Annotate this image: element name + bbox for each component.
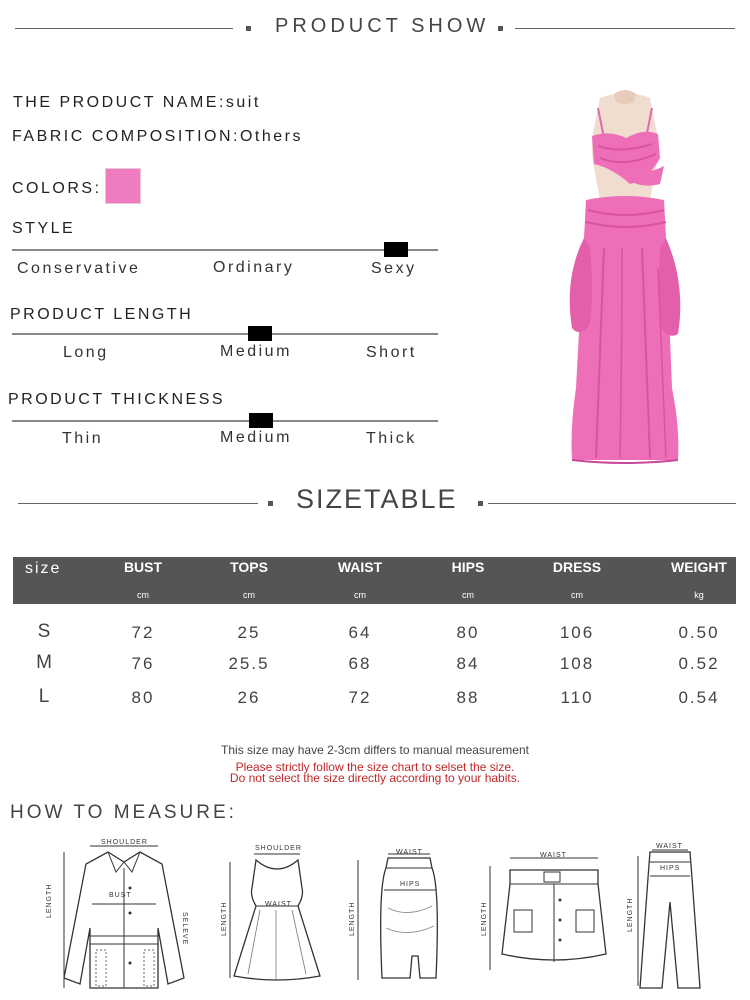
hips-cell: 84	[456, 654, 480, 673]
size-cell: M	[36, 652, 54, 673]
skirt-length-label: LENGTH	[349, 901, 356, 936]
fabric-composition	[12, 128, 303, 146]
tops-column-header: TOPS	[230, 559, 268, 575]
jacket-length-label: LENGTH	[46, 883, 53, 918]
length-title: PRODUCT LENGTH	[10, 306, 194, 323]
mini-skirt-waist-label: WAIST	[540, 852, 567, 859]
length-scale-marker	[248, 326, 272, 341]
size-cell: S	[37, 621, 53, 642]
hips-column-header: HIPS	[451, 559, 485, 575]
hips-unit: cm	[462, 590, 474, 600]
dress-cell: 106	[559, 623, 595, 642]
length-scale-track	[12, 333, 438, 335]
style-option-conservative: Conservative	[17, 260, 141, 277]
weight-cell: 0.50	[678, 623, 720, 642]
sizetable-rule-right	[488, 503, 736, 504]
weight-cell: 0.54	[678, 688, 720, 707]
dress-cell: 108	[559, 654, 595, 673]
thickness-scale-marker	[249, 413, 273, 428]
dress-unit: cm	[571, 590, 583, 600]
length-option-long: Long	[63, 344, 109, 361]
thickness-title: PRODUCT THICKNESS	[8, 391, 226, 408]
thickness-option-thin: Thin	[62, 430, 104, 447]
product-image	[560, 88, 690, 468]
trousers-hips-label: HIPS	[660, 865, 681, 872]
style-scale-track	[12, 249, 438, 251]
fabric-value: Others	[239, 128, 303, 145]
skirt-icon	[348, 848, 448, 988]
header-rule-right	[515, 28, 735, 29]
dress-shoulder-label: SHOULDER	[255, 845, 302, 852]
tops-unit: cm	[243, 590, 255, 600]
waist-unit: cm	[354, 590, 366, 600]
trousers-waist-label: WAIST	[656, 843, 683, 850]
page-title: PRODUCT SHOW	[275, 15, 490, 37]
bust-cell: 72	[131, 623, 155, 642]
waist-cell: 68	[348, 654, 372, 673]
habit-warning: Do not select the size directly according to your habits.	[229, 771, 521, 785]
size-cell: L	[38, 686, 52, 707]
style-option-sexy: Sexy	[371, 260, 417, 277]
style-title: STYLE	[12, 220, 76, 237]
mini-skirt-length-label: LENGTH	[481, 901, 488, 936]
style-scale-marker	[384, 242, 408, 257]
waist-cell: 64	[348, 623, 372, 642]
length-option-short: Short	[366, 344, 417, 361]
sizetable-title: SIZETABLE	[296, 484, 458, 514]
tops-cell: 25	[237, 623, 261, 642]
bust-cell: 76	[131, 654, 155, 673]
bust-unit: cm	[137, 590, 149, 600]
skirt-hips-label: HIPS	[400, 881, 421, 888]
dress-cell: 110	[560, 688, 594, 707]
how-to-measure-title: HOW TO MEASURE:	[10, 802, 237, 823]
measurement-note: This size may have 2-3cm differs to manual measurement	[221, 743, 529, 757]
dress-length-label: LENGTH	[221, 901, 228, 936]
jacket-bust-label: BUST	[109, 892, 132, 899]
dress-icon	[220, 848, 330, 983]
length-option-medium: Medium	[220, 343, 292, 360]
sizetable-rule-left	[18, 503, 258, 504]
product-name: THE PRODUCT NAME:suit	[13, 94, 261, 111]
jacket-sleeve-label: SELEVE	[181, 912, 188, 946]
dress-column-header: DRESS	[552, 559, 602, 575]
thickness-scale-track	[12, 420, 438, 422]
header-rule-left	[15, 28, 233, 29]
thickness-option-thick: Thick	[366, 430, 417, 447]
sizetable-bullet-right	[478, 501, 483, 506]
header-bullet-left	[246, 26, 251, 31]
waist-cell: 72	[348, 688, 372, 707]
dress-waist-label: WAIST	[265, 901, 292, 908]
mini-skirt-icon	[480, 850, 610, 975]
header-bullet-right	[498, 26, 503, 31]
bust-cell: 80	[131, 688, 155, 707]
weight-unit: kg	[694, 590, 704, 600]
sizetable-bullet-left	[268, 501, 273, 506]
skirt-waist-label: WAIST	[396, 849, 423, 856]
bust-column-header: BUST	[123, 559, 163, 575]
weight-cell: 0.52	[678, 654, 720, 673]
tops-cell: 26	[237, 688, 261, 707]
thickness-option-medium: Medium	[220, 429, 292, 446]
size-chart-warning: Please strictly follow the size chart to selset the size.	[235, 760, 515, 774]
hips-cell: 80	[456, 623, 480, 642]
tops-cell: 25.5	[228, 654, 270, 673]
color-swatch[interactable]	[105, 168, 141, 204]
weight-column-header: WEIGHT	[671, 559, 727, 575]
waist-column-header: WAIST	[337, 559, 383, 575]
jacket-icon	[50, 838, 200, 993]
style-option-ordinary: Ordinary	[213, 259, 295, 276]
size-column-header: size	[25, 560, 62, 577]
colors-label: COLORS:	[12, 180, 102, 197]
hips-cell: 88	[456, 688, 480, 707]
trousers-length-label: LENGTH	[627, 897, 634, 932]
fabric-label: FABRIC COMPOSITION:	[12, 128, 240, 145]
jacket-shoulder-label: SHOULDER	[101, 839, 148, 846]
